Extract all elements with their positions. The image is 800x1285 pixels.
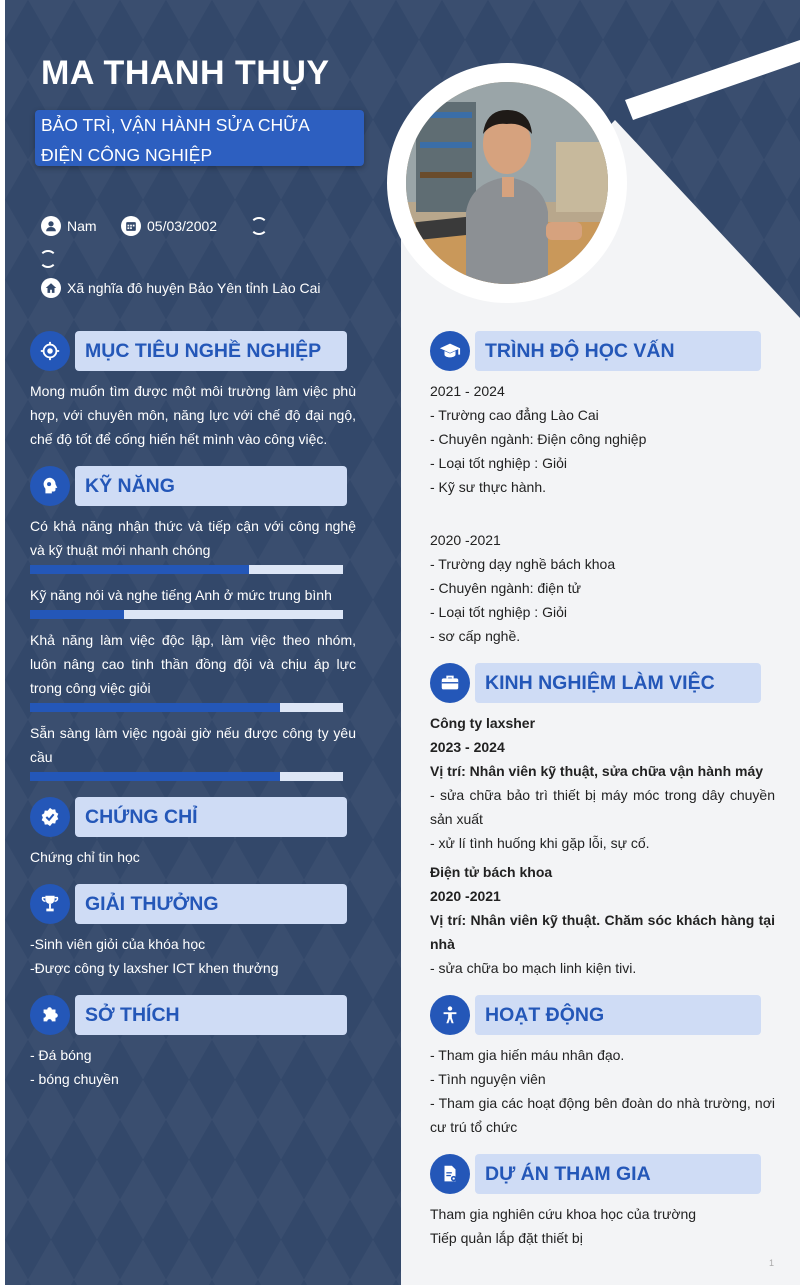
award-line-1: -Sinh viên giỏi của khóa học xyxy=(30,936,206,952)
birthday-row xyxy=(121,216,217,236)
candidate-name: MA THANH THỤY xyxy=(41,54,330,92)
trophy-icon xyxy=(30,884,70,924)
job1-desc-1: - sửa chữa bảo trì thiết bị máy móc trong dây chuyền sản xuất xyxy=(430,787,775,827)
certificates-title: CHỨNG CHỈ xyxy=(85,806,198,828)
awards-title: GIẢI THƯỞNG xyxy=(85,893,219,915)
activities-title: HOẠT ĐỘNG xyxy=(485,1004,605,1026)
hobby-line-2: - bóng chuyền xyxy=(30,1071,119,1087)
activity-line-3: - Tham gia các hoạt động bên đoàn do nhà trường, nơi cư trú tổ chức xyxy=(430,1095,775,1135)
skill-text-1: Có khả năng nhận thức và tiếp cận với công nghệ và kỹ thuật mới nhanh chóng xyxy=(30,518,356,558)
hobbies-header xyxy=(30,995,347,1035)
certificates-header xyxy=(30,797,347,837)
education-a-line: - Kỹ sư thực hành. xyxy=(430,479,547,495)
education-a-line: - Trường cao đẳng Lào Cai xyxy=(430,407,599,423)
brain-gear-icon xyxy=(30,466,70,506)
skill-text-4: Sẵn sàng làm việc ngoài giờ nếu được công ty yêu cầu xyxy=(30,725,356,765)
objective-title: MỤC TIÊU NGHỀ NGHIỆP xyxy=(85,340,322,362)
job-title-line1: BẢO TRÌ, VẬN HÀNH SỬA CHỮA xyxy=(41,115,310,135)
job2-position: Vị trí: Nhân viên kỹ thuật. Chăm sóc khách hàng tại nhà xyxy=(430,912,775,952)
address-row xyxy=(41,278,321,298)
education-b-line: - Trường dạy nghề bách khoa xyxy=(430,556,616,572)
hobby-line-1: - Đá bóng xyxy=(30,1047,92,1063)
skill-bar-fill xyxy=(30,610,124,619)
skill-bar-fill xyxy=(30,565,249,574)
education-b-line: - sơ cấp nghề. xyxy=(430,628,521,644)
education-a-line: - Chuyên ngành: Điện công nghiệp xyxy=(430,431,647,447)
skills-title: KỸ NĂNG xyxy=(85,475,175,497)
page-number: 1 xyxy=(769,1258,775,1268)
briefcase-icon xyxy=(430,663,470,703)
skill-text-2: Kỹ năng nói và nghe tiếng Anh ở mức trung bình xyxy=(30,587,332,603)
badge-check-icon xyxy=(30,797,70,837)
avatar xyxy=(406,82,608,284)
project-line-2: Tiếp quản lắp đặt thiết bị xyxy=(430,1230,583,1246)
job2-desc-1: - sửa chữa bo mạch linh kiện tivi. xyxy=(430,960,637,976)
activities-header xyxy=(430,995,761,1035)
objective-text: Mong muốn tìm được một môi trường làm việc phù hợp, với chuyên môn, năng lực với chế độ đại ngộ, chế độ tốt để cống hiến hết mình vào công việc. xyxy=(30,383,356,447)
experience-header xyxy=(430,663,761,703)
skill-bar-fill xyxy=(30,772,280,781)
projects-header xyxy=(430,1154,761,1194)
experience-title: KINH NGHIỆM LÀM VIỆC xyxy=(485,672,715,694)
objective-header xyxy=(30,331,347,371)
education-block-b xyxy=(430,528,780,648)
awards-header xyxy=(30,884,347,924)
education-a-line: - Loại tốt nghiệp : Giỏi xyxy=(430,455,567,471)
home-icon xyxy=(41,278,61,298)
education-header xyxy=(430,331,761,371)
job2-period: 2020 -2021 xyxy=(430,888,501,904)
job2-company: Điện tử bách khoa xyxy=(430,864,553,880)
job1-company: Công ty laxsher xyxy=(430,715,536,731)
graduation-cap-icon xyxy=(430,331,470,371)
job1-position: Vị trí: Nhân viên kỹ thuật, sửa chữa vận hành máy xyxy=(430,763,764,779)
award-line-2: -Được công ty laxsher ICT khen thưởng xyxy=(30,960,279,976)
education-a-line: 2021 - 2024 xyxy=(430,383,505,399)
address-value: Xã nghĩa đô huyện Bảo Yên tỉnh Lào Cai xyxy=(67,280,321,296)
skill-text-3: Khả năng làm việc độc lập, làm việc theo nhóm, luôn nâng cao tinh thần đồng đội và chịu áp lực trong công việc giỏi xyxy=(30,632,356,696)
email-icon xyxy=(39,250,57,268)
gender-row xyxy=(41,216,97,236)
avatar-frame xyxy=(387,63,627,303)
skill-bar-3 xyxy=(30,703,343,712)
job-title xyxy=(41,110,361,170)
skill-bar-4 xyxy=(30,772,343,781)
document-gear-icon xyxy=(430,1154,470,1194)
hobbies-title: SỞ THÍCH xyxy=(85,1004,180,1026)
job1-desc-2: - xử lí tình huống khi gặp lỗi, sự cố. xyxy=(430,835,650,851)
phone-icon xyxy=(250,217,268,235)
target-icon xyxy=(30,331,70,371)
projects-title: DỰ ÁN THAM GIA xyxy=(485,1163,651,1185)
job1-period: 2023 - 2024 xyxy=(430,739,505,755)
job-title-line2: ĐIỆN CÔNG NGHIỆP xyxy=(41,145,213,165)
project-line-1: Tham gia nghiên cứu khoa học của trường xyxy=(430,1206,697,1222)
skills-header xyxy=(30,466,347,506)
puzzle-icon xyxy=(30,995,70,1035)
resume-page xyxy=(5,0,800,1285)
job-title-box xyxy=(35,110,364,166)
gender-value: Nam xyxy=(67,218,97,234)
activity-line-1: - Tham gia hiến máu nhân đạo. xyxy=(430,1047,625,1063)
skill-bar-1 xyxy=(30,565,343,574)
user-icon xyxy=(41,216,61,236)
birthday-value: 05/03/2002 xyxy=(147,218,218,234)
person-icon xyxy=(430,995,470,1035)
education-b-line: - Chuyên ngành: điện tử xyxy=(430,580,582,596)
education-b-line: - Loại tốt nghiệp : Giỏi xyxy=(430,604,567,620)
certificate-text: Chứng chỉ tin học xyxy=(30,849,140,865)
activity-line-2: - Tình nguyện viên xyxy=(430,1071,546,1087)
education-block-a xyxy=(430,379,780,499)
skill-bar-2 xyxy=(30,610,343,619)
education-b-line: 2020 -2021 xyxy=(430,532,501,548)
education-title: TRÌNH ĐỘ HỌC VẤN xyxy=(485,340,675,362)
calendar-icon xyxy=(121,216,141,236)
skill-bar-fill xyxy=(30,703,280,712)
